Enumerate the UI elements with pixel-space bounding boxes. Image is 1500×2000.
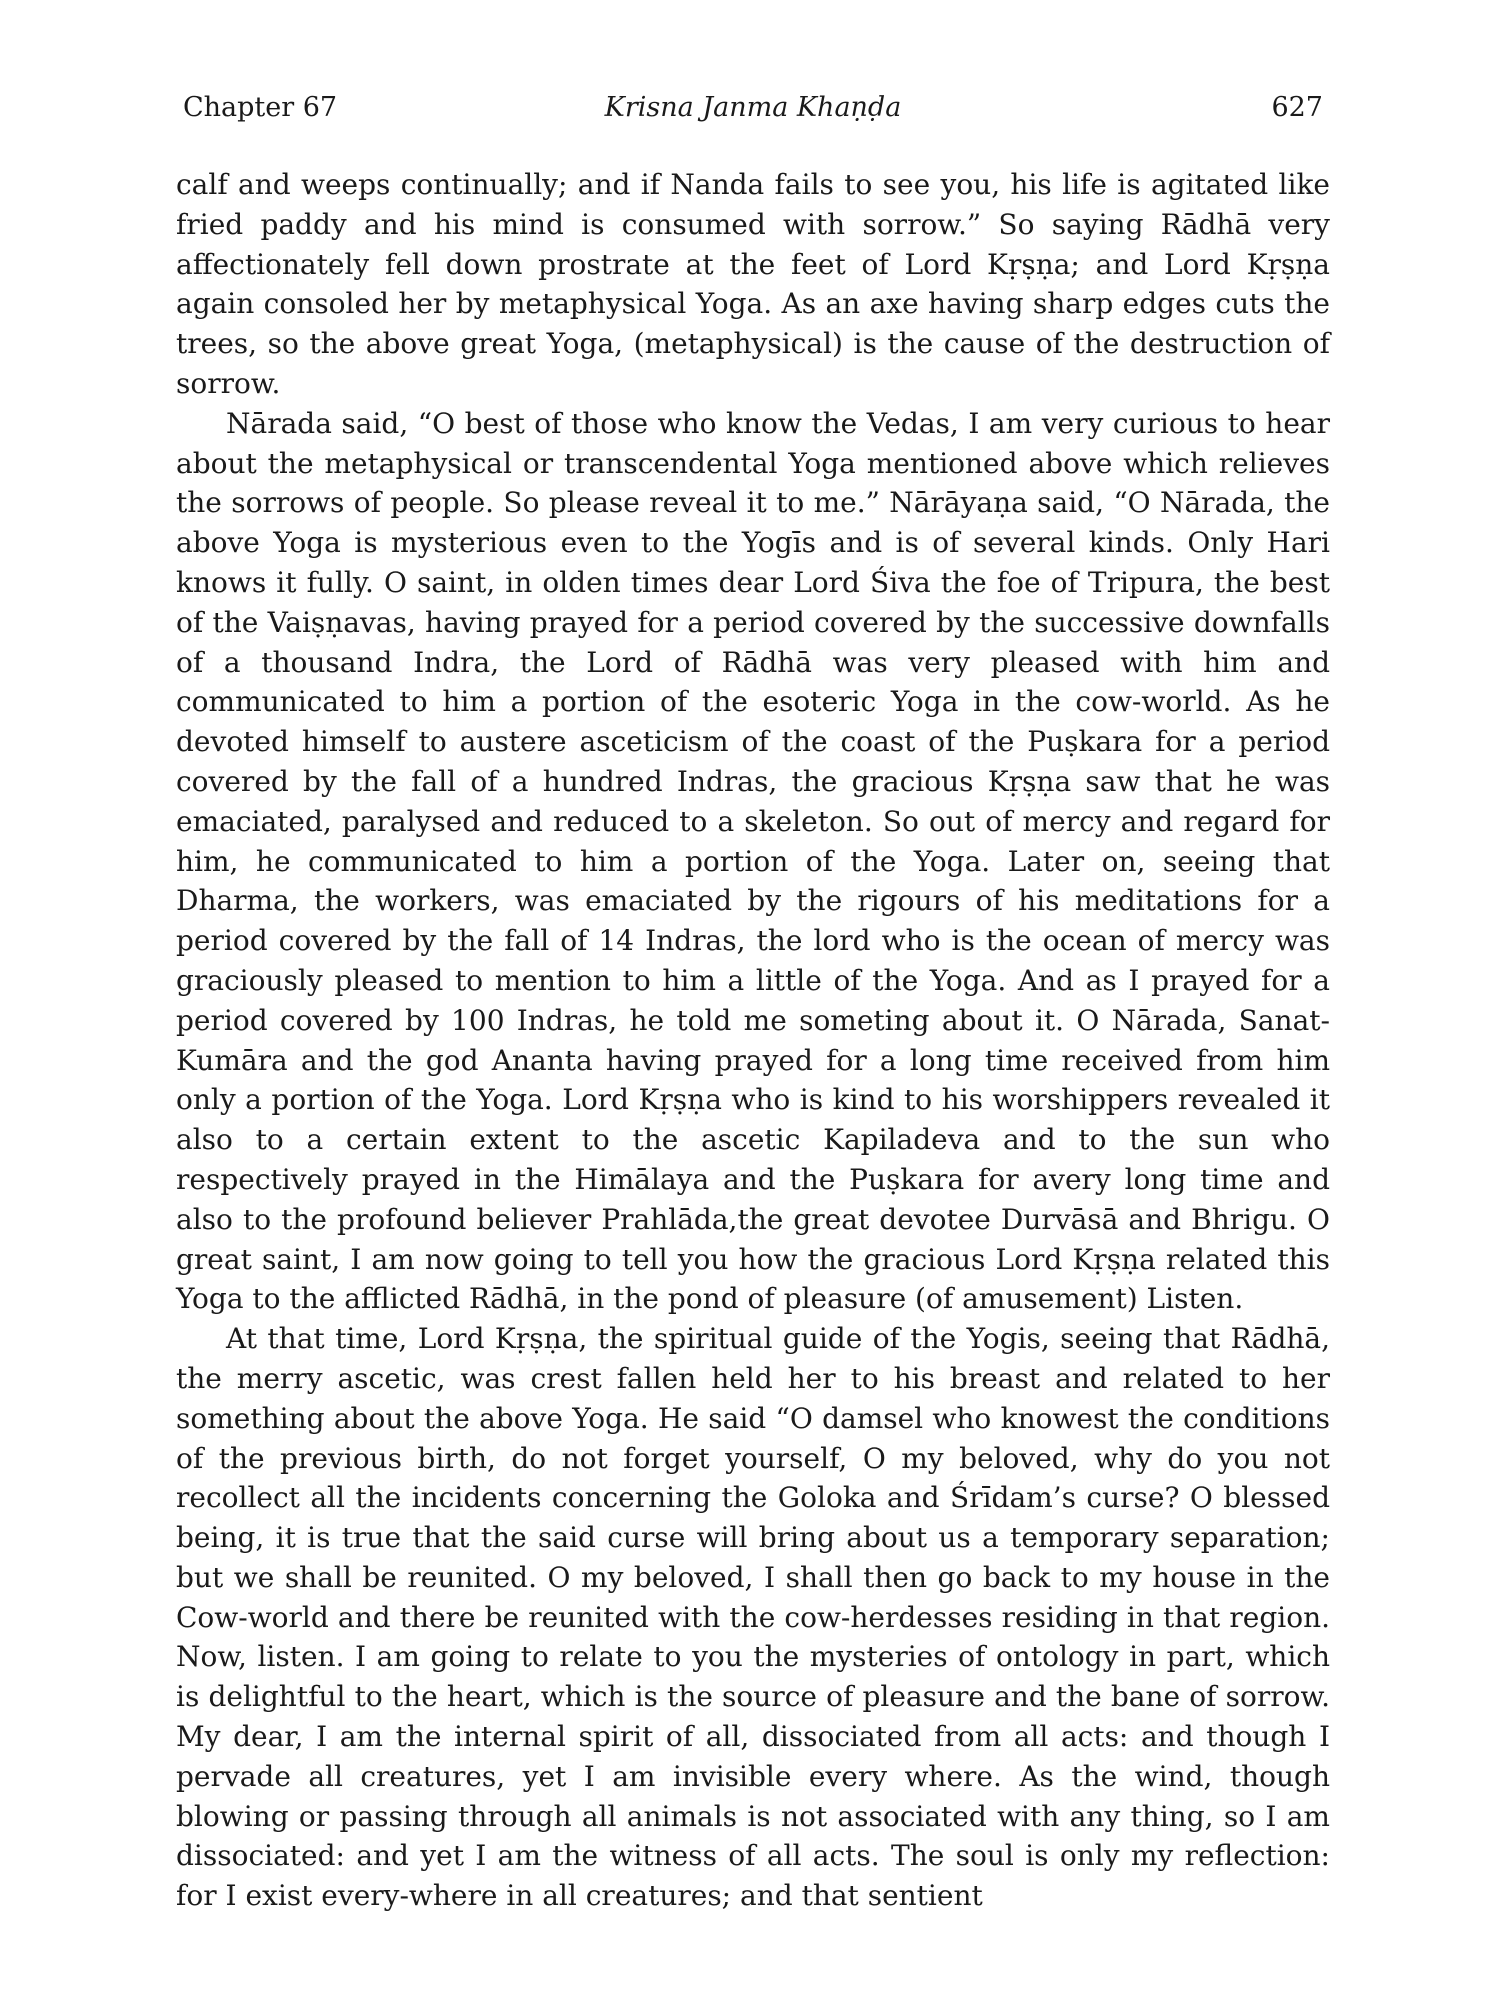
chapter-label: Chapter 67 [183, 92, 338, 123]
running-header [183, 86, 1323, 130]
paragraph-2: Nārada said, “O best of those who know the Vedas, I am very curious to hear about the metaphysical or transcendental Yoga mentioned above which relieves the sorrows of people. So please reveal it to me.” Nārāyaṇa said, “O Nārada, the above Yoga is mysterious even to the Yogīs and is of several kinds. Only Hari knows it fully. O saint, in olden times dear Lord Śiva the foe of Tripura, the best of the Vaiṣṇavas, having prayed for a period covered by the successive downfalls of a thousand Indra, the Lord of Rādhā was very pleased with him and communicated to him a portion of the esoteric Yoga in the cow-world. As he devoted himself to austere asceticism of the coast of the Puṣkara for a period covered by the fall of a hundred Indras, the gracious Kṛṣṇa saw that he was emaciated, paralysed and reduced to a skeleton. So out of mercy and regard for him, he communicated to him a portion of the Yoga. Later on, seeing that Dharma, the workers, was emaciated by the rigours of his meditations for a period covered by the fall of 14 Indras, the lord who is the ocean of mercy was graciously pleased to mention to him a little of the Yoga. And as I prayed for a period covered by 100 Indras, he told me someting about it. O Nārada, Sanat-Kumāra and the god Ananta having prayed for a long time received from him only a portion of the Yoga. Lord Kṛṣṇa who is kind to his worshippers revealed it also to a certain extent to the ascetic Kapiladeva and to the sun who respectively prayed in the Himālaya and the Puṣkara for avery long time and also to the profound believer Prahlāda,the great devotee Durvāsā and Bhrigu. O great saint, I am now going to tell you how the gracious Lord Kṛṣṇa related this Yoga to the afflicted Rādhā, in the pond of pleasure (of amusement) Listen. [176, 406, 1330, 1316]
book-section-title: Krisna Janma Khaṇḍa [604, 92, 902, 123]
page-body [176, 165, 1330, 1916]
page-number: 627 [1271, 92, 1323, 123]
paragraph-1: calf and weeps continually; and if Nanda fails to see you, his life is agitated like fried paddy and his mind is consumed with sorrow.” So saying Rādhā very affectionately fell down prostrate at the feet of Lord Kṛṣṇa; and Lord Kṛṣṇa again consoled her by metaphysical Yoga. As an axe having sharp edges cuts the trees, so the above great Yoga, (metaphysical) is the cause of the destruction of sorrow. [176, 168, 1330, 400]
paragraph-3: At that time, Lord Kṛṣṇa, the spiritual guide of the Yogis, seeing that Rādhā, the merry ascetic, was crest fallen held her to his breast and related to her something about the above Yoga. He said “O damsel who knowest the conditions of the previous birth, do not forget yourself, O my beloved, why do you not recollect all the incidents concerning the Goloka and Śrīdam’s curse? O blessed being, it is true that the said curse will bring about us a temporary separation; but we shall be reunited. O my beloved, I shall then go back to my house in the Cow-world and there be reunited with the cow-herdesses residing in that region. Now, listen. I am going to relate to you the mysteries of ontology in part, which is delightful to the heart, which is the source of pleasure and the bane of sorrow. My dear, I am the internal spirit of all, dissociated from all acts: and though I pervade all creatures, yet I am invisible every where. As the wind, though blowing or passing through all animals is not associated with any thing, so I am dissociated: and yet I am the witness of all acts. The soul is only my reflection: for I exist every-where in all creatures; and that sentient [176, 1322, 1330, 1913]
